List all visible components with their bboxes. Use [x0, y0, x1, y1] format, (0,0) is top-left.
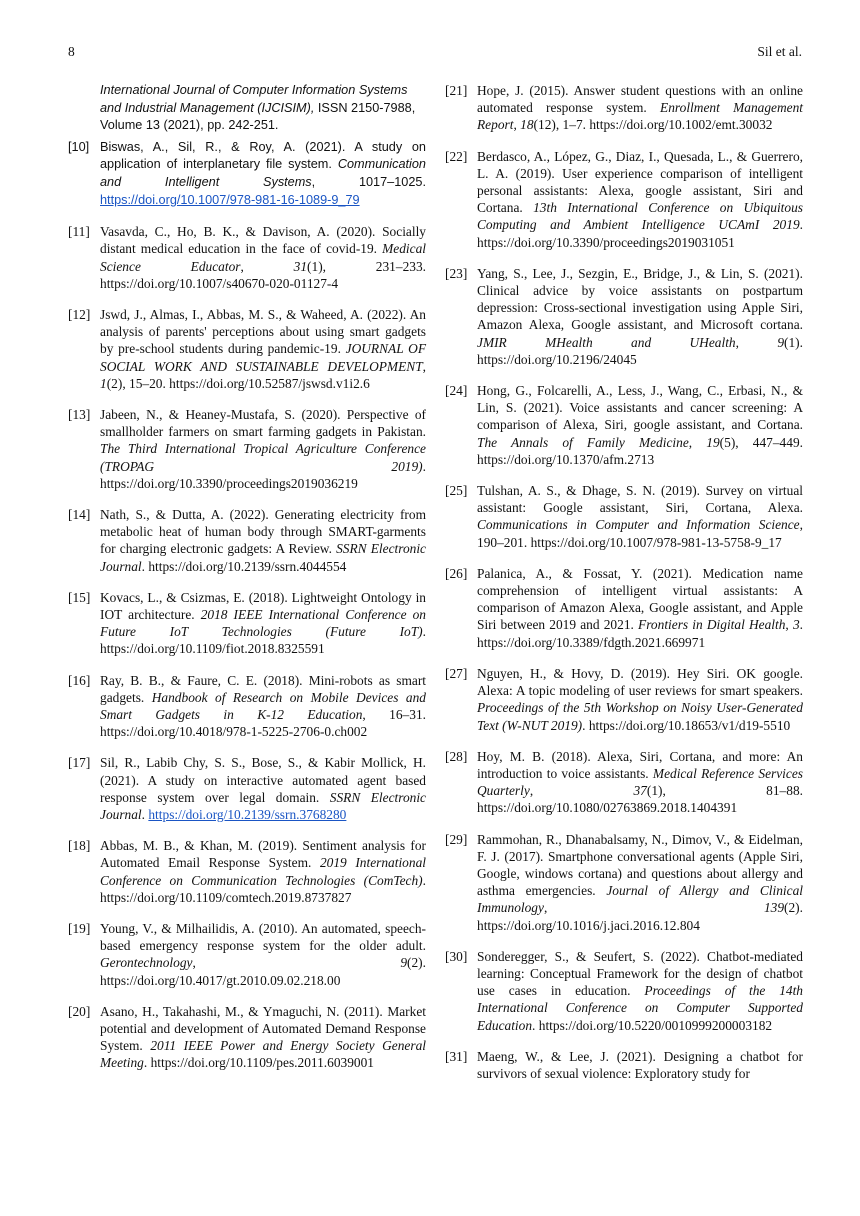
reference-item — [445, 1048, 803, 1082]
reference-number: [19] — [68, 921, 91, 937]
reference-item — [445, 148, 803, 251]
reference-item — [68, 139, 426, 209]
reference-source-italic: 19 — [706, 434, 720, 450]
reference-source-italic: Gerontechnology — [100, 955, 193, 971]
reference-item — [68, 589, 426, 658]
reference-text: (1). https://doi.org/10.2196/24045 — [477, 334, 803, 367]
reference-number: [23] — [445, 265, 468, 281]
reference-text: Nguyen, H., & Hovy, D. (2019). Hey Siri. OK google. Alexa: A topic modeling of user reviews for smart speakers. — [477, 665, 803, 699]
reference-text: (2). https://doi.org/10.1016/j.jaci.2016.12.804 — [477, 900, 803, 933]
reference-text: Young, V., & Milhailidis, A. (2010). An automated, speech-based emergency response system for the older adult. — [100, 921, 426, 954]
reference-text: . https://doi.org/10.3390/proceedings2019031051 — [477, 217, 803, 250]
reference-text: (5), 447–449. https://doi.org/10.1370/afm.2713 — [477, 434, 803, 467]
reference-item — [68, 306, 426, 392]
reference-body — [100, 1003, 426, 1072]
left-column — [68, 82, 426, 1086]
page-number: 8 — [68, 44, 75, 59]
reference-source-italic: Handbook of Research on Mobile Devices and Smart Gadgets in K-12 Education — [100, 689, 426, 723]
reference-source-italic: Communication and Intelligent Systems — [100, 157, 426, 189]
reference-text: Jabeen, N., & Heaney-Mustafa, S. (2020). Perspective of smallholder farmers on smart farming gadgets in Pakistan. — [100, 406, 426, 440]
reference-body — [477, 265, 803, 368]
reference-source-italic: 18 — [520, 117, 534, 133]
reference-number: [30] — [445, 948, 468, 964]
reference-item — [445, 948, 803, 1034]
reference-source-italic: JMIR MHealth and UHealth — [477, 334, 736, 350]
reference-text: Kovacs, L., & Csizmas, E. (2018). Lightweight Ontology in IOT architecture. — [100, 589, 426, 623]
reference-body — [100, 920, 426, 989]
reference-text: , — [240, 258, 294, 274]
reference-text: Yang, S., Lee, J., Sezgin, E., Bridge, J., & Lin, S. (2021). Clinical advice by voice assistants on postpartum depression: Cross-sectional investigation using Apple Siri, Amazon Alexa, Google assistant, and Microsoft cortana. — [477, 265, 803, 333]
reference-text: . https://doi.org/10.1109/pes.2011.6039001 — [143, 1055, 374, 1071]
reference-number: [26] — [445, 565, 468, 581]
reference-text: ISSN 2150-7988, Volume 13 (2021), pp. 242-251. — [100, 100, 416, 133]
reference-text: Tulshan, A. S., & Dhage, S. N. (2019). Survey on virtual assistant: Google assistant, Siri, Cortana, Alexa. — [477, 483, 803, 516]
reference-text: Sonderegger, S., & Seufert, S. (2022). Chatbot-mediated learning: Conceptual Framework for the design of chatbot use cases in education. — [477, 948, 803, 999]
reference-continuation — [68, 82, 426, 135]
reference-source-italic: Journal of Allergy and Clinical Immunology — [477, 883, 803, 916]
reference-number: [24] — [445, 383, 468, 399]
reference-text: . https://doi.org/10.3389/fdgth.2021.669971 — [477, 617, 803, 650]
running-head: Sil et al. — [757, 44, 802, 59]
reference-text: . https://doi.org/10.3390/proceedings2019036219 — [100, 458, 426, 491]
reference-number: [25] — [445, 483, 468, 499]
reference-text: Vasavda, C., Ho, B. K., & Davison, A. (2020). Socially distant medical education in the face of covid-19. — [100, 224, 426, 257]
reference-text: . https://doi.org/10.18653/v1/d19-5510 — [582, 717, 791, 733]
reference-number: [12] — [68, 306, 91, 322]
reference-item — [445, 82, 803, 134]
reference-item — [445, 831, 803, 934]
reference-body — [477, 831, 803, 934]
reference-text: Biswas, A., Sil, R., & Roy, A. (2021). A study on application of interplanetary file system. — [100, 139, 426, 172]
reference-body — [100, 837, 426, 906]
reference-number: [17] — [68, 755, 91, 771]
reference-text: Hong, G., Folcarelli, A., Less, J., Wang, C., Erbasi, N., & Lin, S. (2021). Voice assistants and cancer screening: A comparison of Alexa, Siri, google assistant, and Cortana. — [477, 383, 803, 433]
reference-text: (2). https://doi.org/10.4017/gt.2010.09.02.218.00 — [100, 955, 426, 988]
reference-item — [68, 672, 426, 741]
reference-text: (12), 1–7. https://doi.org/10.1002/emt.30032 — [533, 117, 773, 133]
reference-source-italic: JOURNAL OF SOCIAL WORK AND SUSTAINABLE DEVELOPMENT — [100, 341, 426, 374]
reference-number: [31] — [445, 1048, 468, 1064]
reference-number: [29] — [445, 831, 468, 847]
reference-item — [68, 406, 426, 492]
reference-item — [445, 265, 803, 368]
right-column — [445, 82, 803, 1096]
reference-source-italic: 9 — [777, 334, 785, 350]
reference-source-italic: The Annals of Family Medicine — [477, 434, 689, 450]
reference-source-italic: Proceedings of the 5th Workshop on Noisy User-Generated Text (W-NUT 2019) — [477, 700, 803, 733]
reference-text: . https://doi.org/10.1109/comtech.2019.8737827 — [100, 872, 426, 905]
reference-text: Hoy, M. B. (2018). Alexa, Siri, Cortana, and more: An introduction to voice assistants. — [477, 748, 803, 781]
reference-text: . — [141, 807, 149, 823]
reference-number: [22] — [445, 148, 468, 164]
reference-number: [10] — [68, 139, 90, 154]
reference-source-italic: 9 — [400, 955, 408, 971]
reference-text: Berdasco, A., López, G., Diaz, I., Quesada, L., & Guerrero, L. A. (2019). User experience comparison of intelligent personal assistants: Alexa, google assistant, Siri and Cortana. — [477, 148, 803, 216]
reference-source-italic: Frontiers in Digital Health — [638, 617, 786, 633]
reference-text: (1), 231–233. https://doi.org/10.1007/s40670-020-01127-4 — [100, 258, 427, 291]
reference-body — [477, 565, 803, 651]
reference-text: Maeng, W., & Lee, J. (2021). Designing a chatbot for survivors of sexual violence: Exploratory study for — [477, 1048, 803, 1081]
reference-source-italic: Proceedings of the 14th International Conference on Computer Supported Education — [477, 983, 804, 1033]
reference-number: [11] — [68, 224, 90, 240]
reference-item — [445, 482, 803, 551]
reference-source-italic: 1 — [100, 375, 107, 391]
reference-number: [16] — [68, 672, 91, 688]
reference-number: [15] — [68, 589, 91, 605]
reference-body — [100, 672, 426, 741]
reference-body — [100, 223, 426, 292]
reference-body — [477, 748, 803, 817]
reference-text: Jswd, J., Almas, I., Abbas, M. S., & Waheed, A. (2022). An analysis of parents' perceptions about using smart gadgets by pre-school students during pandemic-19. — [100, 306, 426, 357]
reference-body — [477, 82, 803, 134]
reference-body — [100, 589, 426, 658]
reference-source-italic: 3 — [792, 617, 800, 633]
reference-source-italic: Medical Reference Services Quarterly — [477, 765, 803, 799]
reference-text: Rammohan, R., Dhanabalsamy, N., Dimov, V., & Eidelman, F. J. (2017). Smartphone conversational agents (Apple Siri, Google, windows cortana) and questions about allergy and asthma emergencies. — [477, 831, 803, 899]
reference-source-italic: SSRN Electronic Journal — [100, 789, 426, 823]
reference-text: , — [513, 117, 521, 133]
reference-body — [477, 1048, 803, 1082]
doi-link[interactable]: https://doi.org/10.1007/978-981-16-1089-9_79 — [100, 192, 360, 207]
reference-item — [68, 223, 426, 292]
reference-source-italic: Enrollment Management Report — [477, 100, 803, 133]
reference-item — [68, 506, 426, 575]
reference-source-italic: 139 — [763, 900, 785, 916]
doi-link[interactable]: https://doi.org/10.2139/ssrn.3768280 — [148, 807, 347, 823]
reference-source-italic: Medical Science Educator — [100, 241, 426, 274]
reference-text: Sil, R., Labib Chy, S. S., Bose, S., & Kabir Mollick, H. (2021). A study on interactive automated agent based response system over legal domain. — [100, 755, 426, 805]
reference-text: , 16–31. https://doi.org/10.4018/978-1-5225-2706-0.ch002 — [100, 707, 426, 740]
reference-body — [100, 754, 426, 823]
reference-text: Abbas, M. B., & Khan, M. (2019). Sentiment analysis for Automated Email Response System. — [100, 838, 426, 871]
reference-text: Palanica, A., & Fossat, Y. (2021). Medication name comprehension of intelligent virtual assistants: A comparison of Amazon Alexa, Google assistant, and Apple Siri between 2019 and 2021. — [477, 565, 803, 633]
reference-text: , — [688, 434, 707, 450]
reference-item — [445, 665, 803, 734]
reference-text: . https://doi.org/10.1109/fiot.2018.8325591 — [100, 624, 426, 657]
reference-number: [27] — [445, 665, 468, 681]
reference-body — [477, 482, 803, 551]
reference-body — [100, 406, 426, 492]
reference-number: [14] — [68, 507, 91, 522]
reference-item — [445, 382, 803, 468]
reference-source-italic: The Third International Tropical Agriculture Conference (TROPAG 2019) — [100, 441, 426, 474]
reference-text: . https://doi.org/10.2139/ssrn.4044554 — [141, 558, 347, 574]
reference-body — [477, 382, 803, 468]
reference-text: , — [192, 955, 401, 971]
reference-text: (1), 81–88. https://doi.org/10.1080/02763869.2018.1404391 — [477, 783, 803, 816]
reference-text: Hope, J. (2015). Answer student questions with an online automated response system. — [477, 83, 803, 116]
page-header — [68, 44, 802, 66]
reference-item — [445, 748, 803, 817]
reference-text: , — [785, 617, 793, 633]
reference-body — [477, 148, 803, 251]
reference-source-italic: SSRN Electronic Journal — [100, 541, 426, 574]
reference-text: , 1017–1025. — [311, 174, 426, 189]
reference-text: , 190–201. https://doi.org/10.1007/978-981-13-5758-9_17 — [477, 517, 803, 550]
reference-source-italic: 2018 IEEE International Conference on Future IoT Technologies (Future IoT) — [100, 607, 426, 640]
reference-text: , — [543, 900, 764, 916]
reference-source-italic: 2011 IEEE Power and Energy Society General Meeting — [100, 1038, 426, 1071]
reference-text: Asano, H., Takahashi, M., & Ymaguchi, N. (2011). Market potential and development of Automated Demand Response System. — [100, 1003, 426, 1054]
reference-item — [445, 565, 803, 651]
reference-body — [100, 139, 426, 209]
reference-body — [100, 506, 426, 575]
reference-text: , — [529, 783, 634, 799]
reference-text: , — [422, 358, 426, 374]
reference-source-italic: 31 — [293, 258, 308, 274]
reference-text: Ray, B. B., & Faure, C. E. (2018). Mini-robots as smart gadgets. — [100, 672, 426, 705]
reference-number: [18] — [68, 838, 91, 854]
reference-source-italic: International Journal of Computer Information Systems and Industrial Management (IJCISIM), — [100, 83, 408, 115]
reference-text: Nath, S., & Dutta, A. (2022). Generating electricity from metabolic heat of human body through SMART-garments for charging electronic gadgets: A Review. — [100, 507, 426, 557]
reference-item — [68, 920, 426, 989]
reference-number: [28] — [445, 748, 468, 764]
reference-item — [68, 754, 426, 823]
reference-item — [68, 837, 426, 906]
reference-body — [100, 306, 426, 392]
reference-number: [20] — [68, 1003, 91, 1019]
reference-text: (2), 15–20. https://doi.org/10.52587/jswsd.v1i2.6 — [106, 375, 370, 391]
reference-body — [477, 665, 803, 734]
reference-number: [13] — [68, 406, 91, 422]
reference-source-italic: 13th International Conference on Ubiquitous Computing and Ambient Intelligence UCAmI 2019 — [477, 200, 804, 233]
reference-number: [21] — [445, 83, 468, 98]
reference-source-italic: 2019 International Conference on Communication Technologies (ComTech) — [100, 855, 426, 888]
reference-item — [68, 1003, 426, 1072]
reference-text: . https://doi.org/10.5220/0010999200003182 — [532, 1017, 773, 1033]
reference-text: , — [735, 334, 778, 350]
reference-source-italic: Communications in Computer and Information Science — [477, 517, 800, 533]
reference-source-italic: 37 — [633, 783, 647, 799]
reference-body — [477, 948, 803, 1034]
